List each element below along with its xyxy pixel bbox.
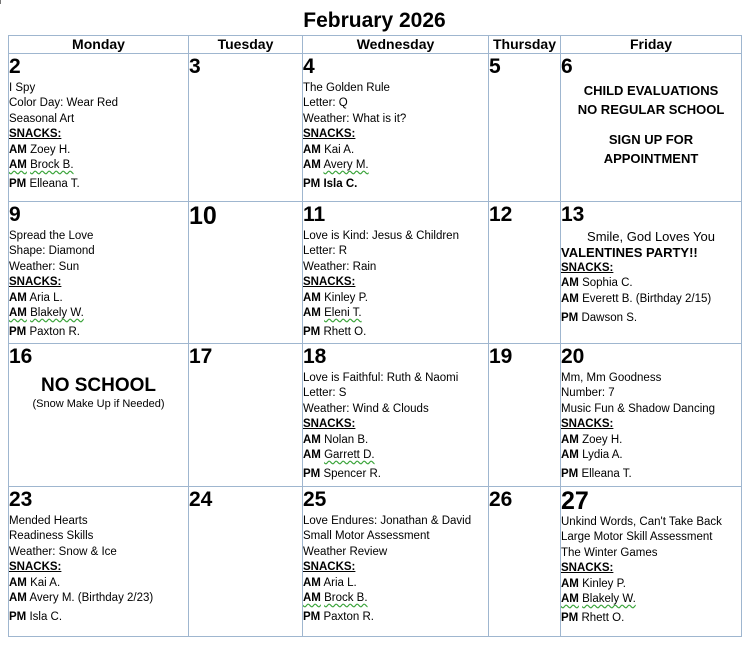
day-number: 11: [303, 203, 326, 226]
signup-note: SIGN UP FOR: [608, 132, 694, 147]
snack-am: [9, 143, 188, 158]
snack-pm: [9, 177, 188, 192]
am-label: AM: [561, 593, 579, 606]
snacks-heading: SNACKS:: [561, 562, 614, 575]
snack-am: [561, 577, 741, 592]
snack-pm: [9, 325, 188, 340]
snack-am: [303, 591, 488, 606]
activity-line: Color Day: Wear Red: [9, 97, 119, 110]
am-label: AM: [9, 291, 27, 304]
activity-line: The Golden Rule: [303, 82, 390, 94]
pm-label: PM: [561, 612, 579, 625]
snack-name: Elleana T.: [29, 178, 80, 191]
snack-name: Kai A.: [324, 143, 355, 156]
am-label: AM: [561, 277, 579, 290]
am-label: AM: [303, 143, 321, 156]
activity-line: Love is Kind: Jesus & Children: [303, 230, 459, 242]
snack-name: Kinley P.: [324, 291, 368, 304]
snack-am: [561, 433, 741, 448]
snack-name: Brock B.: [324, 592, 368, 605]
snack-am: [9, 306, 188, 321]
header-tuesday: Tuesday: [189, 36, 303, 54]
snack-name: Paxton R.: [323, 611, 374, 624]
week-row: [9, 202, 742, 344]
day-number: 6: [561, 55, 573, 78]
day-cell-3: [189, 54, 303, 202]
week-row: [9, 344, 742, 487]
snack-am: [9, 591, 188, 606]
snack-name: Avery M. (Birthday 2/23): [29, 592, 154, 605]
activity-line: I Spy: [9, 82, 36, 94]
snack-pm: [303, 177, 488, 192]
snacks-heading: SNACKS:: [9, 276, 62, 289]
pm-label: PM: [561, 312, 579, 325]
pm-label: PM: [561, 468, 579, 481]
snack-name: Rhett O.: [323, 326, 367, 339]
am-label: AM: [303, 576, 321, 589]
day-cell-13: [561, 202, 742, 344]
snack-name: Kinley P.: [582, 577, 626, 590]
header-thursday: Thursday: [489, 36, 561, 54]
am-label: AM: [9, 576, 27, 589]
am-label: AM: [303, 433, 321, 446]
snack-name: Elleana T.: [581, 468, 632, 481]
day-number: 25: [303, 488, 327, 511]
snack-name: Isla C.: [323, 178, 358, 191]
snack-name: Rhett O.: [581, 612, 625, 625]
snack-name: Isla C.: [29, 611, 63, 624]
day-number: 9: [9, 203, 21, 226]
activity-line: Letter: Q: [303, 97, 348, 110]
day-cell-16: [9, 344, 189, 487]
snack-am: [9, 291, 188, 306]
activity-line: Weather: Snow & Ice: [9, 545, 117, 558]
day-cell-10: [189, 202, 303, 344]
day-number: 16: [9, 345, 33, 368]
activity-line: Shape: Diamond: [9, 245, 95, 258]
snack-name: Brock B.: [30, 159, 74, 172]
activity-line: Unkind Words, Can't Take Back: [561, 516, 722, 528]
snack-name: Blakely W.: [30, 307, 84, 320]
week-row: [9, 54, 742, 202]
pm-label: PM: [303, 468, 321, 481]
snack-am: [303, 448, 488, 463]
header-wednesday: Wednesday: [303, 36, 489, 54]
am-label: AM: [303, 592, 321, 605]
snack-name: Sophia C.: [582, 277, 633, 290]
day-number: 23: [9, 488, 33, 511]
day-cell-20: [561, 344, 742, 487]
activity-line: Music Fun & Shadow Dancing: [561, 402, 716, 415]
day-number: 13: [561, 203, 585, 226]
am-label: AM: [561, 292, 579, 305]
activity-line: Small Motor Assessment: [303, 530, 430, 543]
day-number: 26: [489, 488, 513, 511]
snack-am: [561, 592, 741, 607]
activity-line: Love Endures: Jonathan & David: [303, 515, 472, 527]
snack-am: [303, 306, 488, 321]
smile-note: Smile, God Loves You: [587, 229, 715, 244]
snack-name: Dawson S.: [581, 312, 638, 325]
snacks-heading: SNACKS:: [9, 128, 62, 141]
snack-am: [303, 291, 488, 306]
snack-name: Zoey H.: [582, 433, 623, 446]
am-label: AM: [303, 449, 321, 462]
snacks-heading: SNACKS:: [303, 561, 356, 574]
snacks-heading: SNACKS:: [303, 418, 356, 431]
day-number: 27: [561, 487, 589, 515]
day-number: 12: [489, 203, 513, 226]
am-label: AM: [303, 159, 321, 172]
no-school-note: NO SCHOOL: [40, 375, 157, 396]
snacks-heading: SNACKS:: [303, 276, 356, 289]
snack-name: Nolan B.: [324, 433, 369, 446]
activity-line: Number: 7: [561, 387, 615, 400]
activity-line: Weather: Sun: [9, 260, 80, 273]
activity-line: Mm, Mm Goodness: [561, 372, 662, 384]
evaluation-note: NO REGULAR SCHOOL: [577, 101, 725, 117]
pm-label: PM: [303, 326, 321, 339]
am-label: AM: [303, 291, 321, 304]
day-cell-9: [9, 202, 189, 344]
snacks-heading: SNACKS:: [9, 561, 62, 574]
day-cell-11: [303, 202, 489, 344]
snack-pm: [561, 611, 741, 626]
calendar-grid: [8, 35, 742, 637]
activity-line: Love is Faithful: Ruth & Naomi: [303, 372, 459, 384]
day-number: 24: [189, 488, 213, 511]
snacks-heading: SNACKS:: [561, 418, 614, 431]
activity-line: Letter: R: [303, 245, 348, 258]
activity-line: Seasonal Art: [9, 112, 75, 125]
day-cell-27: [561, 487, 742, 637]
activity-line: Large Motor Skill Assessment: [561, 531, 713, 544]
day-number: 20: [561, 345, 585, 368]
snack-name: Spencer R.: [323, 468, 381, 481]
activity-line: The Winter Games: [561, 546, 658, 559]
snack-pm: [561, 311, 741, 326]
snow-makeup-note: (Snow Make Up if Needed): [32, 398, 165, 410]
snack-name: Zoey H.: [30, 143, 71, 156]
day-number: 19: [489, 345, 513, 368]
snack-name: Aria L.: [323, 576, 357, 589]
day-number: 17: [189, 345, 213, 368]
snack-pm: [9, 610, 188, 625]
day-cell-18: [303, 344, 489, 487]
snack-am: [9, 576, 188, 591]
party-note: VALENTINES PARTY!!: [561, 245, 698, 260]
snack-am: [561, 276, 741, 291]
day-cell-26: [489, 487, 561, 637]
pm-label: PM: [303, 611, 321, 624]
am-label: AM: [561, 449, 579, 462]
evaluation-note: CHILD EVALUATIONS: [583, 83, 719, 98]
activity-line: Weather: What is it?: [303, 112, 407, 125]
calendar-title: February 2026: [303, 9, 446, 32]
day-number: 5: [489, 55, 501, 78]
snacks-heading: SNACKS:: [561, 262, 614, 274]
activity-line: Spread the Love: [9, 230, 94, 242]
snack-am: [303, 433, 488, 448]
am-label: AM: [9, 592, 27, 605]
snack-am: [303, 143, 488, 158]
snack-pm: [303, 467, 488, 482]
activity-line: Weather Review: [303, 545, 388, 558]
am-label: AM: [9, 159, 27, 172]
snack-name: Avery M.: [323, 159, 369, 172]
am-label: AM: [561, 577, 579, 590]
pm-label: PM: [303, 178, 321, 191]
day-cell-23: [9, 487, 189, 637]
day-cell-19: [489, 344, 561, 487]
activity-line: Readiness Skills: [9, 530, 94, 543]
am-label: AM: [303, 307, 321, 320]
snack-am: [9, 158, 188, 173]
day-number: 4: [303, 55, 315, 78]
day-number: 18: [303, 345, 327, 368]
snack-name: Aria L.: [29, 291, 63, 304]
week-row: [9, 487, 742, 637]
day-cell-5: [489, 54, 561, 202]
snack-name: Lydia A.: [582, 449, 623, 462]
day-number: 10: [189, 202, 217, 230]
snack-name: Everett B. (Birthday 2/15): [582, 292, 712, 305]
pm-label: PM: [9, 611, 27, 624]
day-cell-17: [189, 344, 303, 487]
snack-name: Paxton R.: [29, 326, 80, 339]
snack-pm: [303, 610, 488, 625]
snack-name: Garrett D.: [324, 449, 375, 462]
day-number: 3: [189, 55, 201, 78]
am-label: AM: [9, 307, 27, 320]
snack-am: [561, 292, 741, 307]
day-cell-12: [489, 202, 561, 344]
activity-line: Letter: S: [303, 387, 347, 400]
day-cell-4: [303, 54, 489, 202]
snack-am: [561, 448, 741, 463]
signup-note: APPOINTMENT: [603, 150, 699, 166]
snacks-heading: SNACKS:: [303, 128, 356, 141]
snack-am: [303, 576, 488, 591]
day-cell-25: [303, 487, 489, 637]
day-cell-6: [561, 54, 742, 202]
snack-name: Kai A.: [30, 576, 61, 589]
header-monday: Monday: [9, 36, 189, 54]
am-label: AM: [561, 433, 579, 446]
snack-pm: [561, 467, 741, 482]
pm-label: PM: [9, 326, 27, 339]
snack-pm: [303, 325, 488, 340]
day-number: 2: [9, 55, 21, 78]
activity-line: Weather: Rain: [303, 260, 377, 273]
snack-am: [303, 158, 488, 173]
am-label: AM: [9, 143, 27, 156]
day-cell-2: [9, 54, 189, 202]
snack-name: Eleni T.: [324, 307, 362, 320]
snack-name: Blakely W.: [582, 593, 636, 606]
header-row: [9, 36, 742, 54]
day-cell-24: [189, 487, 303, 637]
header-friday: Friday: [561, 36, 742, 54]
activity-line: Mended Hearts: [9, 515, 88, 527]
corner-mark: [0, 0, 1, 4]
activity-line: Weather: Wind & Clouds: [303, 402, 429, 415]
pm-label: PM: [9, 178, 27, 191]
